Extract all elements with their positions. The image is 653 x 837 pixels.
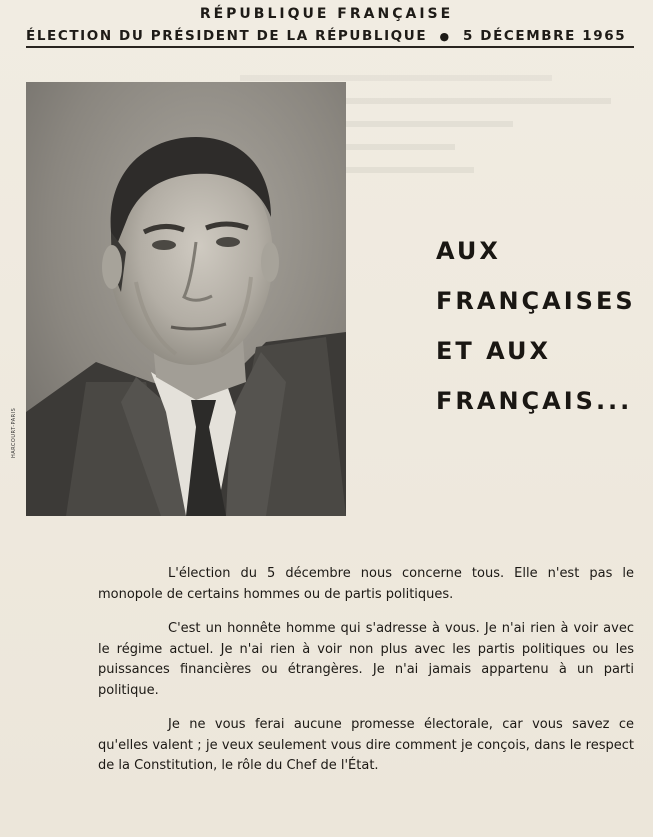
header-bullet: ● xyxy=(439,30,451,43)
headline-line-1: AUX xyxy=(436,237,501,265)
paragraph-1: L'élection du 5 décembre nous concerne tous. Elle n'est pas le monopole de certains hommes ou de partis politiques. xyxy=(98,566,634,602)
header-election-date: 5 DÉCEMBRE 1965 xyxy=(462,28,627,44)
header-republique: RÉPUBLIQUE FRANÇAISE xyxy=(199,6,454,22)
header-election xyxy=(26,28,634,44)
portrait-illustration xyxy=(26,82,346,516)
paragraph-3: Je ne vous ferai aucune promesse électorale, car vous savez ce qu'elles valent ; je veux seulement vous dire comment je conçois, dans le respect de la Constitution, le rôle du Chef de l'État. xyxy=(98,717,634,773)
candidate-portrait xyxy=(26,82,346,516)
header-rule xyxy=(26,46,634,48)
photo-credit: HARCOURT-PARIS xyxy=(11,407,17,458)
headline xyxy=(436,226,646,426)
headline-line-3: ET AUX xyxy=(436,337,551,365)
header-election-title: ÉLECTION DU PRÉSIDENT DE LA RÉPUBLIQUE xyxy=(26,28,428,44)
message-body xyxy=(98,564,634,791)
paragraph-2: C'est un honnête homme qui s'adresse à vous. Je n'ai rien à voir avec le régime actuel. Je n'ai rien à voir non plus avec les partis politiques ou les puissances financières ou étrangères. Je n'ai jamais appartenu à un parti politique. xyxy=(98,621,634,698)
headline-line-4: FRANÇAIS... xyxy=(436,387,633,415)
headline-line-2: FRANÇAISES xyxy=(436,287,636,315)
